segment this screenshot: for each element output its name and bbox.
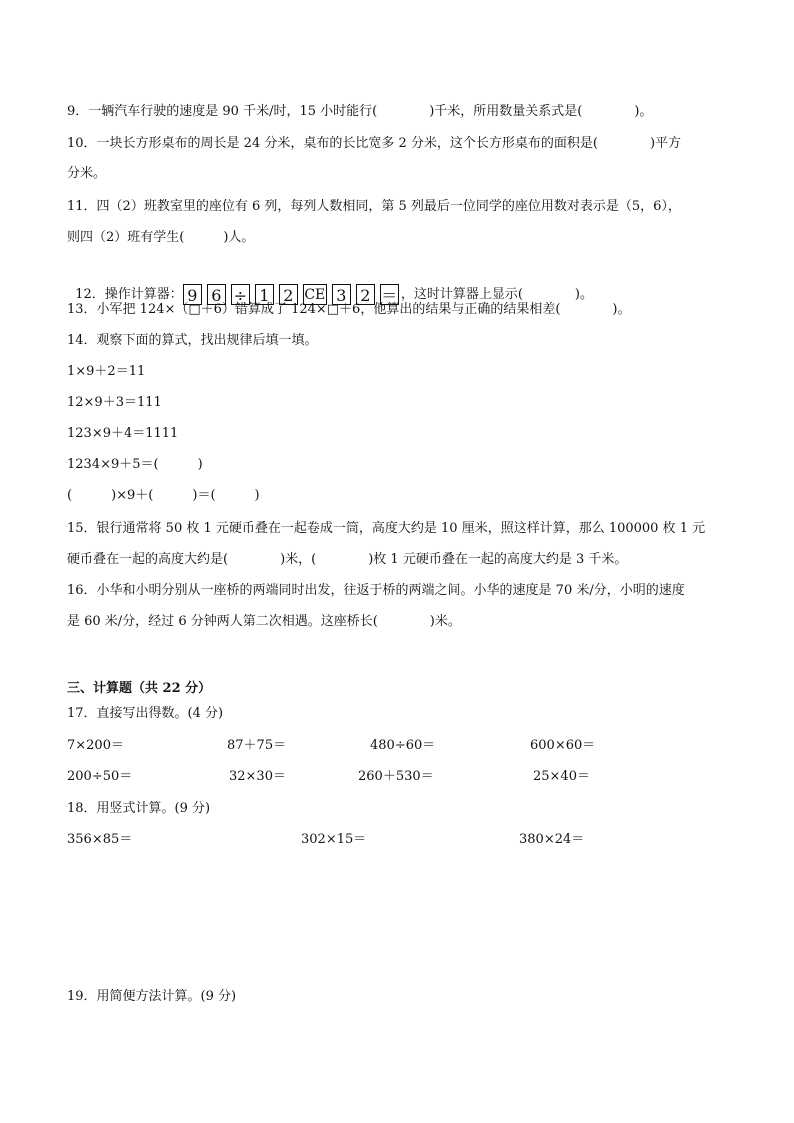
q11-line1: 11．四（2）班教室里的座位有 6 列，每列人数相同，第 5 列最后一位同学的座位用数对表示是（5，6）， xyxy=(67,199,681,214)
q14-expr-2: 12×9＋3＝111 xyxy=(67,395,162,410)
q10-line1: 10．一块长方形桌布的周长是 24 分米，桌布的长比宽多 2 分米，这个长方形桌布的面积是( )平方 xyxy=(67,136,682,151)
q17-item: 7×200＝ xyxy=(67,738,124,753)
q18: 18．用竖式计算。(9 分) xyxy=(67,801,211,816)
q19: 19．用简便方法计算。(9 分) xyxy=(67,989,237,1004)
calc-key-2: 2 xyxy=(279,284,298,305)
q17-item: 200÷50＝ xyxy=(67,769,133,784)
section-heading: 三、计算题（共 22 分） xyxy=(67,681,212,696)
q17-item: 260＋530＝ xyxy=(358,769,434,784)
q9: 9．一辆汽车行驶的速度是 90 千米/时，15 小时能行( )千米，所用数量关系式是( )。 xyxy=(67,104,653,119)
q16-line2: 是 60 米/分，经过 6 分钟两人第二次相遇。这座桥长( )米。 xyxy=(67,614,461,629)
calc-key-ce: CE xyxy=(303,284,327,305)
calc-key-6: 6 xyxy=(207,284,226,305)
q11-line2: 则四（2）班有学生( )人。 xyxy=(67,230,255,245)
calc-key-equals: ＝ xyxy=(381,286,398,305)
q17-item: 25×40＝ xyxy=(533,769,590,784)
q17-item: 600×60＝ xyxy=(530,738,596,753)
q12-line xyxy=(67,262,593,306)
calculator-keys xyxy=(183,286,401,305)
q14-expr-3: 123×9＋4＝1111 xyxy=(67,426,179,441)
q18-item: 380×24＝ xyxy=(519,832,585,847)
q15-line2: 硬币叠在一起的高度大约是( )米，( )枚 1 元硬币叠在一起的高度大约是 3 千米。 xyxy=(67,552,628,567)
calc-key-divide: ÷ xyxy=(231,284,250,305)
q17-item: 87＋75＝ xyxy=(227,738,287,753)
q12-suffix: ，这时计算器上显示( )。 xyxy=(400,287,593,302)
q13: 13．小军把 124×（□＋6）错算成了 124×□＋6，他算出的结果与正确的结果相差( )。 xyxy=(67,302,631,317)
q14-expr-4: 1234×9＋5＝( ) xyxy=(67,457,203,472)
q17-item: 480÷60＝ xyxy=(370,738,436,753)
calc-key-3: 3 xyxy=(332,284,351,305)
q17-item: 32×30＝ xyxy=(229,769,286,784)
q14-expr-5: ( )×9＋( )＝( ) xyxy=(67,488,260,503)
q14: 14．观察下面的算式，找出规律后填一填。 xyxy=(67,333,318,348)
calc-key-9: 9 xyxy=(183,284,202,305)
calc-key-1: 1 xyxy=(255,284,274,305)
q18-item: 302×15＝ xyxy=(301,832,367,847)
q16-line1: 16．小华和小明分别从一座桥的两端同时出发，往返于桥的两端之间。小华的速度是 70 米/分，小明的速度 xyxy=(67,583,685,598)
q10-line2: 分米。 xyxy=(67,166,107,181)
q18-item: 356×85＝ xyxy=(67,832,133,847)
calc-key-2b: 2 xyxy=(356,284,375,305)
q15-line1: 15．银行通常将 50 枚 1 元硬币叠在一起卷成一筒，高度大约是 10 厘米，照这样计算，那么 100000 枚 1 元 xyxy=(67,521,706,536)
q14-expr-1: 1×9＋2＝11 xyxy=(67,364,146,379)
q17: 17．直接写出得数。(4 分) xyxy=(67,706,224,721)
q12-prefix: 12．操作计算器： xyxy=(75,287,183,302)
